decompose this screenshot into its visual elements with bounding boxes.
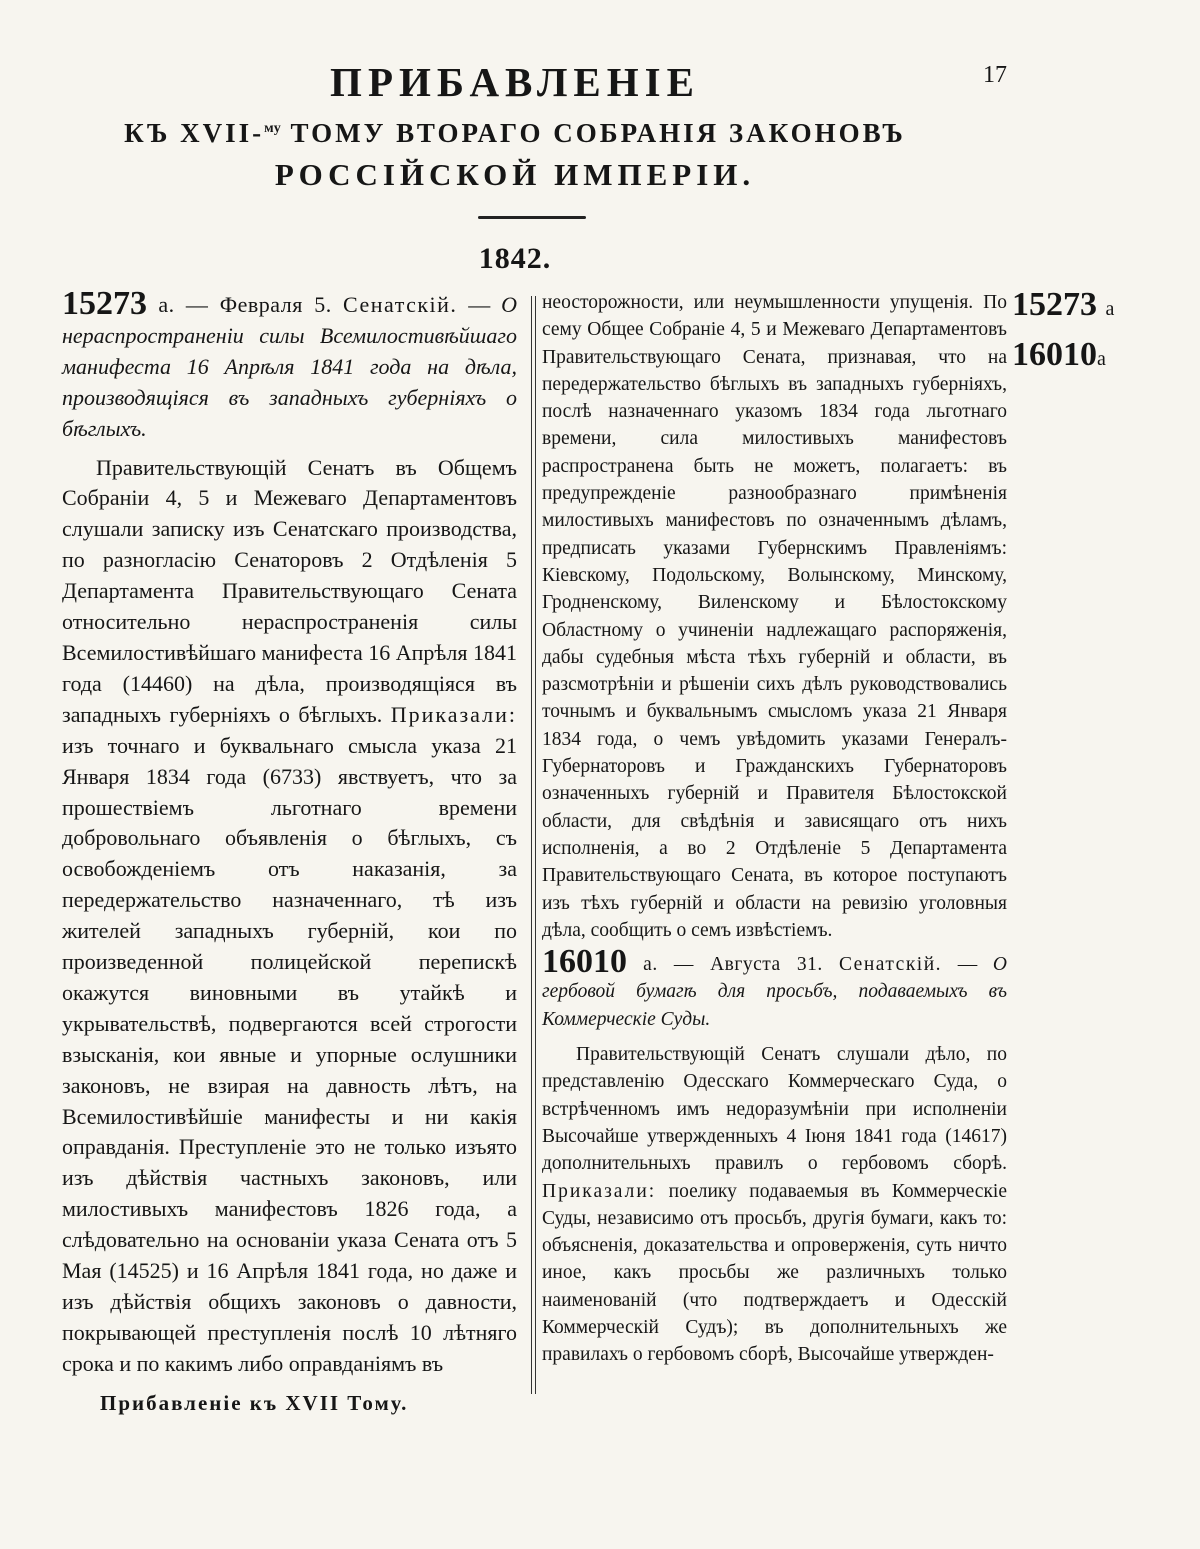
ordered-label: Приказали:: [542, 1180, 657, 1202]
entry-header: [542, 943, 1008, 1033]
entry-dash: —: [942, 954, 993, 976]
entry-date: а. — Февраля 5.: [147, 292, 344, 317]
body-text: Правительствующій Сенатъ слушали дѣло, по представленію Одесскаго Коммерческаго Суда, о встрѣченномъ имъ недоразумѣніи при исполненіи Высочайше утвержденныхъ 4 Іюня 1841 года (14617) дополнительныхъ правилъ о гербовомъ сборѣ.: [542, 1044, 1007, 1175]
footer-signature: Прибавленіе къ XVII Тому.: [100, 1391, 409, 1415]
entry-type: Сенатскій.: [343, 292, 458, 317]
entry-title: О нераспространеніи силы Всемилостивѣйшаго манифеста 16 Апрѣля 1841 года на дѣла, производящіяся въ западныхъ губерніяхъ о бѣглыхъ.: [62, 292, 518, 441]
subtitle-superscript: му: [264, 121, 281, 136]
margin-ref-15273: [1012, 286, 1114, 324]
page-subtitle-2: РОССІЙСКОЙ ИМПЕРІИ.: [274, 157, 756, 192]
margin-ref-16010: [1012, 336, 1106, 374]
entry-type: Сенатскій.: [838, 954, 943, 976]
entry-title: О гербовой бумагѣ для просьбъ, подаваемыхъ въ Коммерческіе Суды.: [542, 954, 1008, 1030]
entry-body-continued: неосторожности, или неумышленности упущенія. По сему Общее Собраніе 4, 5 и Межеваго Департаментовъ Правительствующаго Сената, признавая, что на передержательство бѣглыхъ въ западныхъ губерніяхъ, послѣ назначеннаго указомъ 1834 года льготнаго времени, сила милостивыхъ манифестовъ распространена быть не можетъ, полагаетъ: въ предупрежденіе разнообразнаго примѣненія милостивыхъ манифестовъ по означеннымъ дѣламъ, предписать указами Губернскимъ Правленіямъ: Кіевскому, Подольскому, Волынскому, Минскому, Гродненскому, Виленскому и Бѣлостокскому Областному о учиненіи надлежащаго распоряженія, дабы судебныя мѣста тѣхъ губерній и области, въ разсмотрѣніи и рѣшеніи сихъ дѣлъ руководствовались точнымъ и буквальнымъ смысломъ указа 21 Января 1834 года, о чемъ увѣдомить указами Генералъ-Губернаторовъ и Гражданскихъ Губернаторовъ означенныхъ губерній и Правителя Бѣлостокской области, для свѣдѣнія и зависящаго отъ нихъ исполненія, а во 2 Отдѣленіе 5 Департамента Правительствующаго Сената, въ которое поступаютъ изъ тѣхъ губерній и области на ревизію уголовныя дѣла, сообщить о семъ извѣстіемъ.: [542, 292, 1007, 941]
entry-dash: —: [457, 292, 491, 317]
entry-header: [62, 285, 518, 445]
year-heading: 1842.: [478, 242, 552, 275]
entry-number: 16010: [542, 943, 627, 981]
left-column: [62, 285, 518, 1380]
column-divider: [531, 296, 536, 1394]
margin-ref-suffix: а: [1097, 348, 1106, 370]
margin-ref-number: 15273: [1012, 286, 1097, 323]
body-text: Правительствующій Сенатъ въ Общемъ Собраніи 4, 5 и Межеваго Департаментовъ слушали записку изъ Сенатскаго производства, по разногласію Сенаторовъ 2 Отдѣленія 5 Департамента Правительствующаго Сената относительно нераспространенія силы Всемилостивѣйшаго манифеста 16 Апрѣля 1841 года (14460) на дѣла, производящіяся въ западныхъ губерніяхъ о бѣглыхъ.: [62, 454, 517, 727]
margin-ref-suffix: а: [1105, 298, 1115, 320]
title-rule: [478, 216, 586, 219]
page-title: ПРИБАВЛЕНІЕ: [330, 59, 700, 105]
body-text: поелику подаваемыя въ Коммерческіе Суды, независимо отъ просьбъ, другія бумаги, какъ то: объясненія, доказательства и опроверженія, суть ничто иное, какъ просьбы же различныхъ только наименованій (что подтверждаетъ и Одесскій Коммерческій Судъ); въ дополнительныхъ же правилахъ о гербовомъ сборѣ, Высочайше утвержден-: [542, 1180, 1007, 1366]
entry-date: а. — Августа 31.: [627, 954, 839, 976]
right-column: [542, 289, 1007, 1369]
entry-body: [542, 1041, 1007, 1369]
page-subtitle: [0, 118, 1030, 149]
subtitle-part: КЪ XVII-: [124, 118, 265, 148]
entry-number: 15273: [62, 285, 147, 322]
subtitle-part: ТОМУ ВТОРАГО СОБРАНІЯ ЗАКОНОВЪ: [280, 118, 906, 148]
entry-body: [62, 453, 517, 1380]
margin-ref-number: 16010: [1012, 336, 1097, 373]
body-text: изъ точнаго и буквальнаго смысла указа 21 Января 1834 года (6733) явствуетъ, что за прошествіемъ льготнаго времени добровольнаго объявленія о бѣглыхъ, съ освобожденіемъ отъ наказанія, за передержательство назначеннаго, тѣ изъ жителей западныхъ губерній, кои по произведенной полицейской перепискѣ окажутся виновными въ утайкѣ и укрывательствѣ, подвергаются всей строгости взысканія, кои явные и упорные ослушники законовъ, не взирая на давность лѣтъ, на Всемилостивѣйшіе манифесты и ни какія оправданія. Преступленіе это не только изъято изъ дѣйствія частныхъ законовъ, или милостивыхъ манифестовъ 1826 года, а слѣдовательно на основаніи указа Сената отъ 5 Мая (14525) и 16 Апрѣля 1841 года, но даже и изъ дѣйствія общихъ законовъ о давности, покрывающей преступленія послѣ 10 лѣтняго срока и по какимъ либо оправданіямъ въ: [62, 732, 517, 1376]
ordered-label: Приказали:: [390, 701, 517, 727]
page-number: 17: [983, 62, 1007, 88]
